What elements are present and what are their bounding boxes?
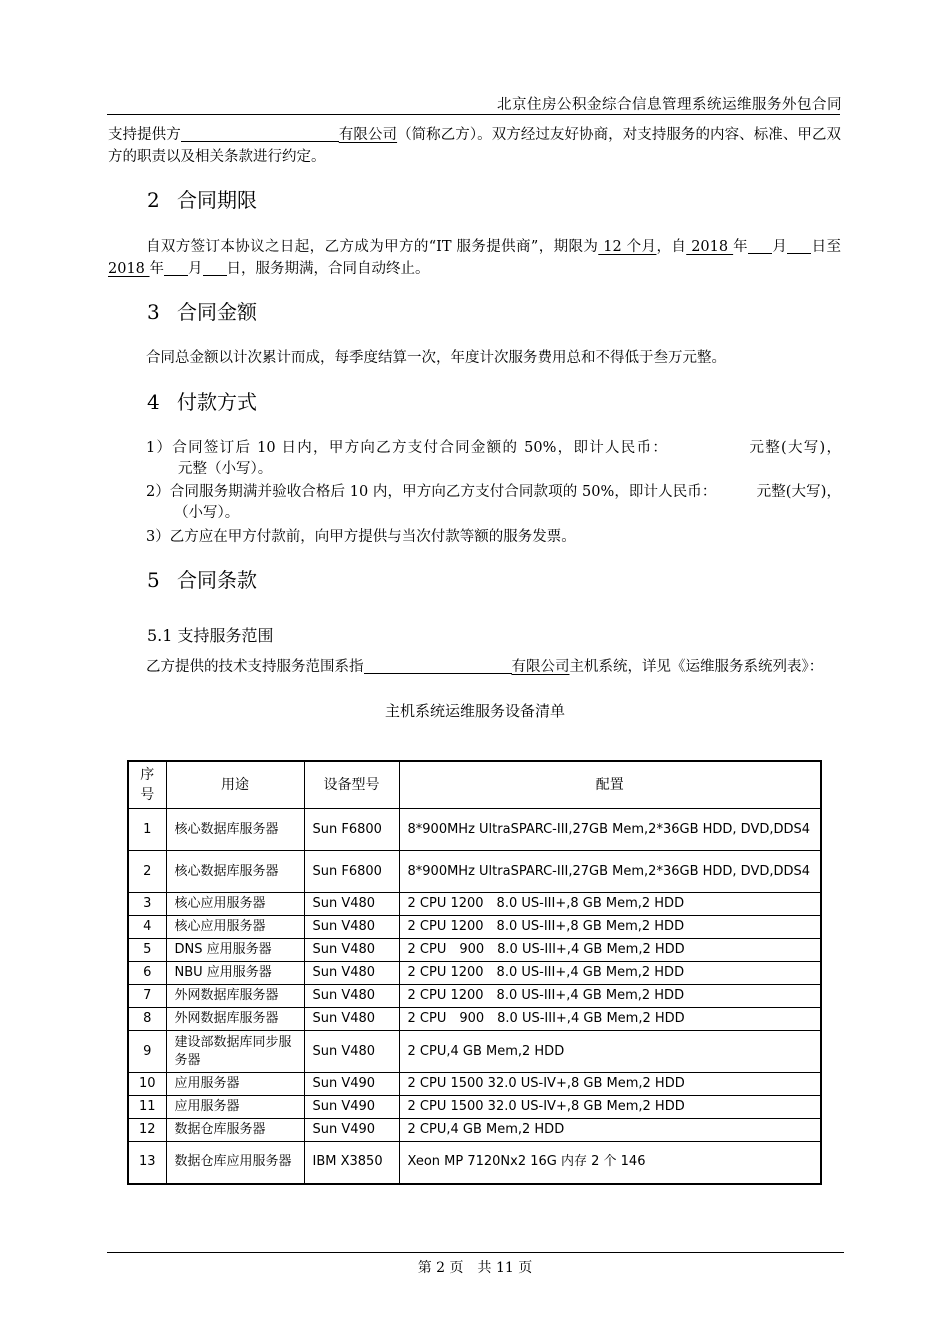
equipment-table [127, 760, 822, 1185]
table-row: 1 核心数据库服务器 Sun F6800 8*900MHz UltraSPARC-III,27GB Mem,2*36GB HDD, DVD,DDS4 [128, 809, 821, 851]
header-config: 配置 [399, 761, 821, 809]
section-2-paragraph: 自双方签订本协议之日起，乙方成为甲方的“IT 服务提供商”，期限为 12 个月，自 2018 年 月 日至 2018 年 月 日，服务期满，合同自动终止。 [108, 239, 842, 277]
page-number: 第 2 页 共 11 页 [417, 1260, 533, 1276]
end-day-blank [203, 259, 227, 276]
table-row: 10 应用服务器 Sun V490 2 CPU 1500 32.0 US-IV+,8 GB Mem,2 HDD [128, 1073, 821, 1096]
table-row: 3 核心应用服务器 Sun V480 2 CPU 1200 8.0 US-III+,8 GB Mem,2 HDD [128, 893, 821, 916]
table-row: 11 应用服务器 Sun V490 2 CPU 1500 32.0 US-IV+,8 GB Mem,2 HDD [128, 1096, 821, 1119]
start-month-blank [748, 237, 772, 254]
table-row: 7 外网数据库服务器 Sun V480 2 CPU 1200 8.0 US-III+,4 GB Mem,2 HDD [128, 985, 821, 1008]
table-row: 8 外网数据库服务器 Sun V480 2 CPU 900 8.0 US-III+,4 GB Mem,2 HDD [128, 1008, 821, 1031]
table-row: 5 DNS 应用服务器 Sun V480 2 CPU 900 8.0 US-III+,4 GB Mem,2 HDD [128, 939, 821, 962]
footer-rule [107, 1252, 844, 1253]
table-row: 4 核心应用服务器 Sun V480 2 CPU 1200 8.0 US-III+,8 GB Mem,2 HDD [128, 916, 821, 939]
header-no: 序号 [128, 761, 166, 809]
section-5-1-paragraph: 乙方提供的技术支持服务范围系指 有限公司主机系统，详见《运维服务系统列表》： [146, 659, 824, 675]
intro-prefix: 支持提供方 [108, 127, 181, 143]
payment-item-3: 3）乙方应在甲方付款前，向甲方提供与当次付款等额的服务发票。 [146, 529, 576, 545]
header-model: 设备型号 [304, 761, 399, 809]
table-row: 2 核心数据库服务器 Sun F6800 8*900MHz UltraSPARC-III,27GB Mem,2*36GB HDD, DVD,DDS4 [128, 851, 821, 893]
end-month-blank [164, 259, 188, 276]
section-5-heading: 5 合同条款 [147, 568, 257, 592]
section-4-heading: 4 付款方式 [147, 390, 257, 414]
end-year: 2018 [108, 261, 150, 277]
section-2-heading: 2 合同期限 [147, 188, 257, 212]
term-length: 12 个月 [598, 239, 657, 255]
section-3-paragraph: 合同总金额以计次累计而成，每季度结算一次，年度计次服务费用总和不得低于叁万元整。 [146, 350, 726, 366]
intro-text: （简称乙方）。双方经过友好协商，对支持服务的内容、标准、甲乙双方的职责以及相关条款进行约定。 [108, 127, 841, 165]
intro-company-suffix: 有限公司 [338, 127, 398, 143]
header-use: 用途 [166, 761, 304, 809]
supplier-name-blank [181, 125, 339, 142]
header-title: 北京住房公积金综合信息管理系统运维服务外包合同 [497, 97, 842, 113]
start-year: 2018 [686, 239, 734, 255]
table-header-row [128, 761, 821, 809]
table-caption: 主机系统运维服务设备清单 [384, 702, 565, 720]
header-rule [107, 114, 840, 115]
table-row: 9 建设部数据库同步服务器 Sun V480 2 CPU,4 GB Mem,2 HDD [128, 1031, 821, 1073]
intro-paragraph [108, 124, 841, 168]
table-row: 12 数据仓库服务器 Sun V490 2 CPU,4 GB Mem,2 HDD [128, 1119, 821, 1142]
start-day-blank [787, 237, 811, 254]
section-5-1-heading: 5.1 支持服务范围 [147, 626, 274, 645]
section-3-heading: 3 合同金额 [147, 300, 257, 324]
scope-company-blank [364, 657, 512, 674]
table-row: 13 数据仓库应用服务器 IBM X3850 Xeon MP 7120Nx2 16G 内存 2 个 146 [128, 1142, 821, 1184]
table-row: 6 NBU 应用服务器 Sun V480 2 CPU 1200 8.0 US-III+,4 GB Mem,2 HDD [128, 962, 821, 985]
payment-item-1: 1）合同签订后 10 日内，甲方向乙方支付合同金额的 50%，即计人民币： 元整(大写)，元整（小写）。 [146, 440, 841, 477]
payment-item-2: 2）合同服务期满并验收合格后 10 内，甲方向乙方支付合同款项的 50%，即计人民币： 元整(大写)，（小写）。 [146, 484, 841, 521]
